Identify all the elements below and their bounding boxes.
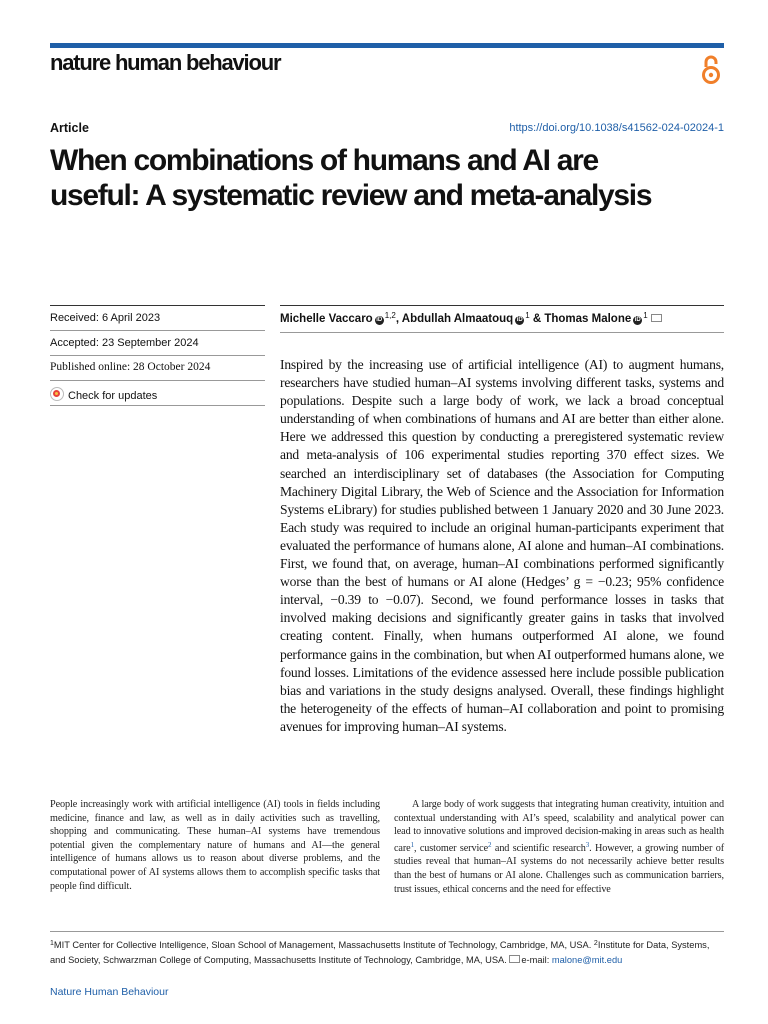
body-text: , customer service: [413, 842, 489, 854]
affiliation-text: MIT Center for Collective Intelligence, Sloan School of Management, Massachusetts Institute of Technology, Cambridge, MA, USA.: [53, 940, 594, 950]
check-for-updates-icon: [50, 387, 64, 401]
doi-link[interactable]: https://doi.org/10.1038/s41562-024-02024-1: [509, 122, 724, 134]
author-name[interactable]: Thomas Malone: [544, 313, 632, 325]
reference-link[interactable]: 3: [585, 840, 590, 849]
authors-bottom-divider: [280, 332, 724, 333]
authors-divider: [280, 305, 724, 306]
author-affiliation: 1: [525, 311, 530, 320]
author-list: [280, 311, 662, 325]
email-label: e-mail:: [521, 955, 552, 965]
body-text: and scientific research: [491, 842, 586, 854]
accepted-date: Accepted: 23 September 2024: [50, 337, 199, 349]
reference-link[interactable]: 2: [488, 840, 492, 849]
affiliation-text: Institute for Data, Systems, and Society, Schwarzman College of Computing, Massachusetts Institute of Technology, Cambridge, MA, USA.: [50, 940, 710, 965]
email-link[interactable]: malone@mit.edu: [551, 955, 623, 965]
body-text-left: People increasingly work with artificial intelligence (AI) tools in fields including medicine, finance and law, as well as in daily activities such as travelling, shopping and communicating. These human–AI systems have tremendous potential given the complementary nature of humans and AI—the general intelligence of humans allows us to reason about diverse problems, and the computational power of AI systems allows them to accomplish specific tasks that people find difficult.: [50, 799, 380, 892]
published-date: Published online: 28 October 2024: [50, 361, 211, 373]
paper-title: When combinations of humans and AI are useful: A systematic review and meta-analysis: [50, 144, 652, 212]
author-separator: &: [529, 313, 545, 325]
abstract: Inspired by the increasing use of artificial intelligence (AI) to augment humans, researchers have studied human–AI systems involving different tasks, systems and populations. Despite such a large body of work, we lack a broad conceptual understanding of when combinations of humans and AI are better than either alone. Here we addressed this question by conducting a preregistered systematic review and meta-analysis of 106 experimental studies reporting 370 effect sizes. We searched an interdisciplinary set of databases (the Association for Computing Machinery Digital Library, the Web of Science and the Association for Information Systems eLibrary) for studies published between 1 January 2020 and 30 June 2023. Each study was required to include an original human-participants experiment that evaluated the performance of humans alone, AI alone and human–AI combinations. First, we found that, on average, human–AI combinations performed significantly worse than the best of humans or AI alone (Hedges’ g = −0.23; 95% confidence interval, −0.39 to −0.07). Second, we found performance losses in tasks that involved making decisions and significantly greater gains in tasks that involved creating content. Finally, when humans outperformed AI alone, we found performance gains in the combination, but when AI outperformed humans alone, we found losses. Limitations of the evidence assessed here include possible publication bias and variations in the study designs analysed. Overall, these findings highlight the heterogeneity of the effects of human–AI collaboration and point to promising avenues for improving human–AI systems.: [280, 357, 724, 734]
received-date: Received: 6 April 2023: [50, 312, 161, 324]
journal-name: nature human behaviour: [50, 50, 281, 75]
article-type: Article: [50, 121, 89, 135]
meta-divider: [50, 405, 265, 406]
header-rule: [50, 43, 724, 48]
author-name[interactable]: Michelle Vaccaro: [280, 313, 373, 325]
meta-divider: [50, 355, 265, 356]
email-icon[interactable]: [651, 314, 662, 322]
orcid-icon[interactable]: iD: [376, 317, 383, 323]
orcid-icon[interactable]: iD: [634, 317, 641, 323]
affiliation-number: 1: [50, 940, 54, 947]
author-affiliation: 1: [643, 311, 648, 320]
reference-link[interactable]: 1: [410, 840, 414, 849]
author-separator: ,: [395, 313, 402, 325]
open-access-icon: [697, 54, 725, 86]
body-text-right: [394, 798, 724, 896]
check-for-updates-label: Check for updates: [68, 390, 158, 402]
body-text: A large body of work suggests that integrating human creativity, intuition and contextual understanding with AI’s speed, scalability and analytical power can lead to innovative solutions and improved decision-making in areas such as health care: [394, 799, 724, 854]
email-icon: [509, 955, 520, 963]
affiliations-footnote: [50, 936, 724, 968]
author-name[interactable]: Abdullah Almaatouq: [401, 313, 514, 325]
meta-divider: [50, 305, 265, 306]
footnote-divider: [50, 931, 724, 932]
affiliation-number: 2: [593, 940, 598, 947]
body-text: . However, a growing number of studies reveal that human–AI systems do not necessarily achieve better results than the best of humans or AI alone. Challenges such as communication barriers, trust issues, ethical concerns and the need for effective: [394, 842, 725, 895]
author-affiliation: 1,2: [384, 311, 396, 320]
orcid-icon[interactable]: iD: [516, 317, 523, 323]
meta-divider: [50, 330, 265, 331]
check-for-updates-button[interactable]: [50, 387, 157, 402]
footer-journal[interactable]: Nature Human Behaviour: [50, 986, 169, 998]
meta-divider: [50, 380, 265, 381]
